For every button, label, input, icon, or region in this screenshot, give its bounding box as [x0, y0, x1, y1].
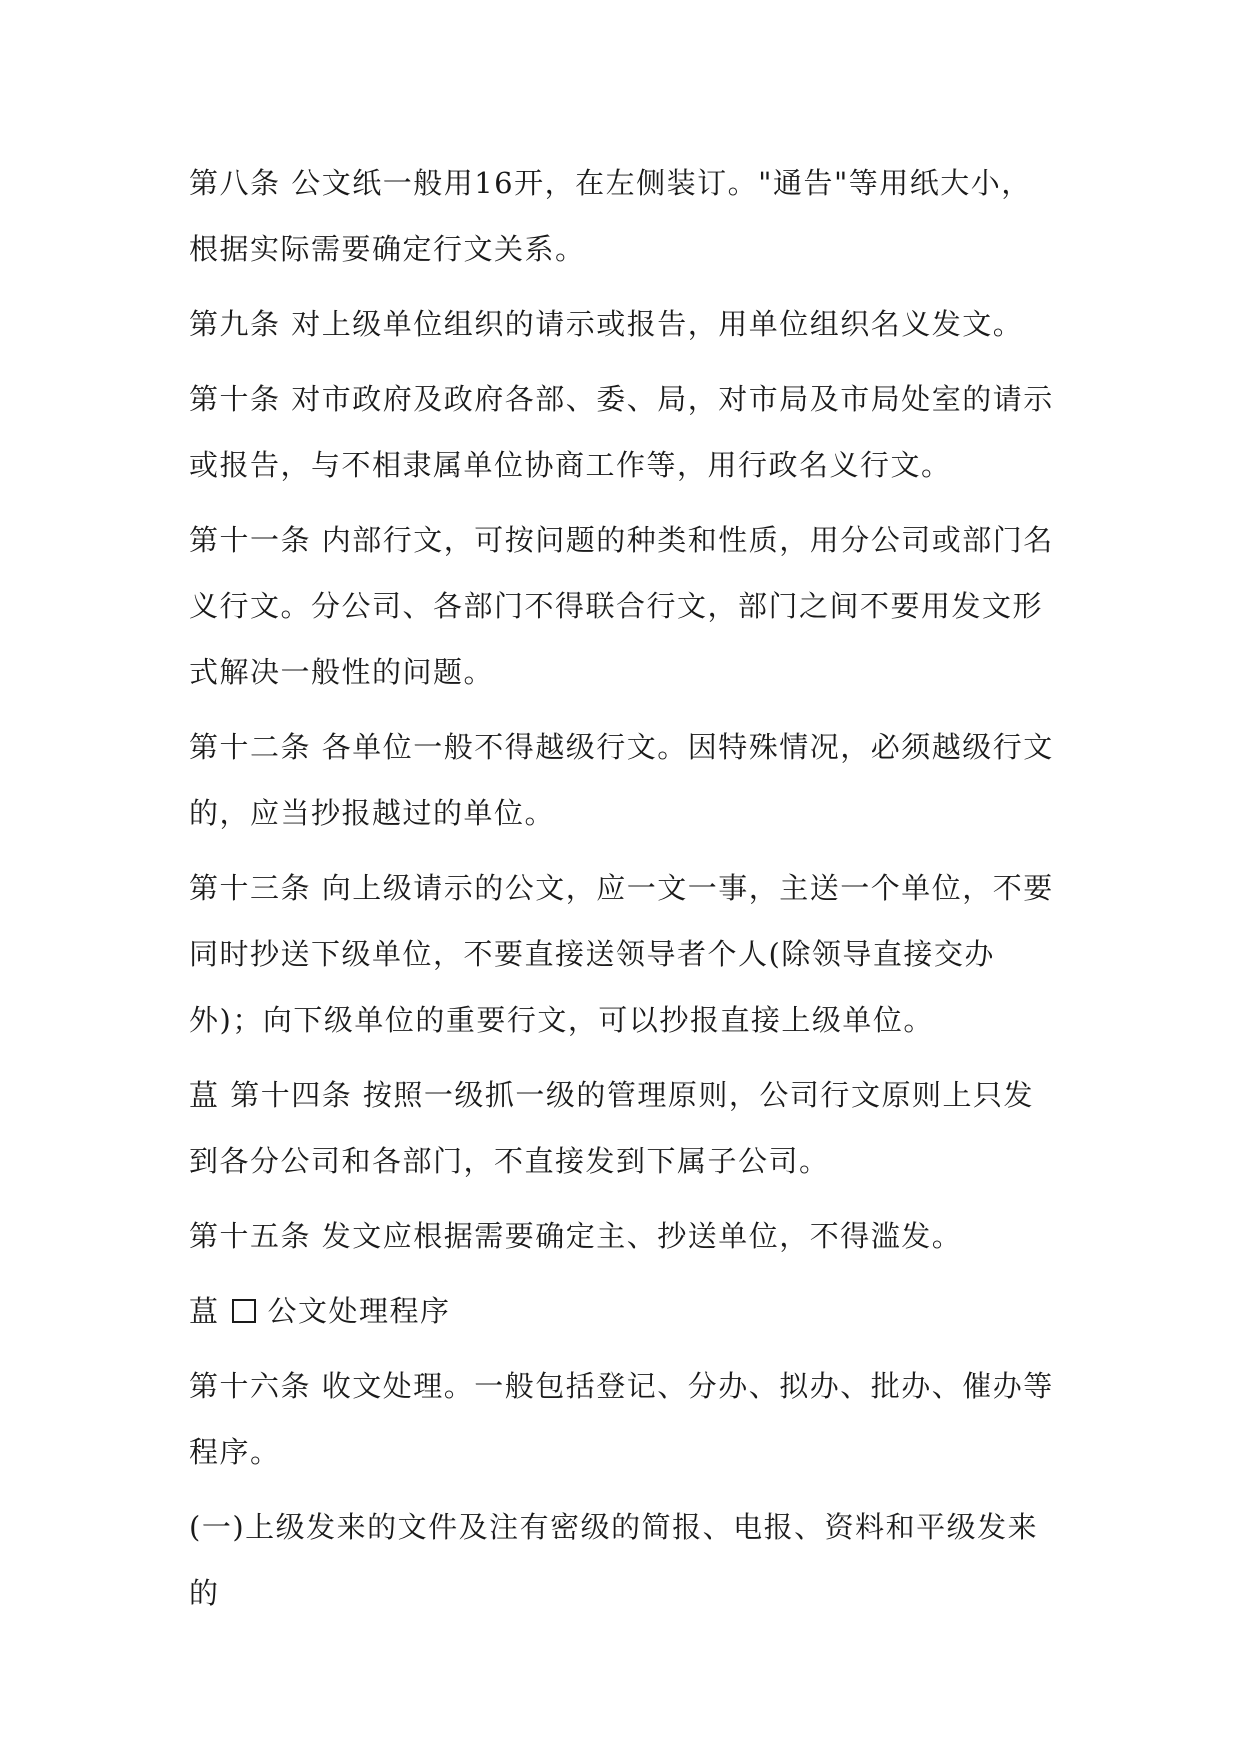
- section-heading-title: 公文处理程序: [267, 1294, 451, 1328]
- article-12: 第十二条 各单位一般不得越级行文。因特殊情况，必须越级行文的，应当抄报越过的单位。: [189, 730, 1054, 830]
- section-heading: [189, 1278, 1059, 1344]
- article-14: 蒀 第十四条 按照一级抓一级的管理原则，公司行文原则上只发到各分公司和各部门，不直接发到下属子公司。: [189, 1078, 1034, 1178]
- section-heading-prefix: 蒀: [189, 1294, 220, 1328]
- article-11: 第十一条 内部行文，可按问题的种类和性质，用分公司或部门名义行文。分公司、各部门不得联合行文，部门之间不要用发文形式解决一般性的问题。: [189, 523, 1054, 689]
- checkbox-square-icon: [232, 1299, 256, 1323]
- article-15: 第十五条 发文应根据需要确定主、抄送单位，不得滥发。: [189, 1219, 963, 1253]
- document-body: [189, 150, 1059, 1635]
- article-9: 第九条 对上级单位组织的请示或报告，用单位组织名义发文。: [189, 307, 1024, 341]
- article-10: 第十条 对市政府及政府各部、委、局，对市局及市局处室的请示或报告，与不相隶属单位协商工作等，用行政名义行文。: [189, 382, 1054, 482]
- article-13: 第十三条 向上级请示的公文，应一文一事，主送一个单位，不要同时抄送下级单位，不要直接送领导者个人(除领导直接交办外)；向下级单位的重要行文，可以抄报直接上级单位。: [189, 871, 1054, 1037]
- article-8: 第八条 公文纸一般用16开，在左侧装订。"通告"等用纸大小，根据实际需要确定行文关系。: [189, 166, 1032, 266]
- article-16-item-1: (一)上级发来的文件及注有密级的简报、电报、资料和平级发来的: [189, 1510, 1039, 1610]
- article-16: 第十六条 收文处理。一般包括登记、分办、拟办、批办、催办等程序。: [189, 1369, 1054, 1469]
